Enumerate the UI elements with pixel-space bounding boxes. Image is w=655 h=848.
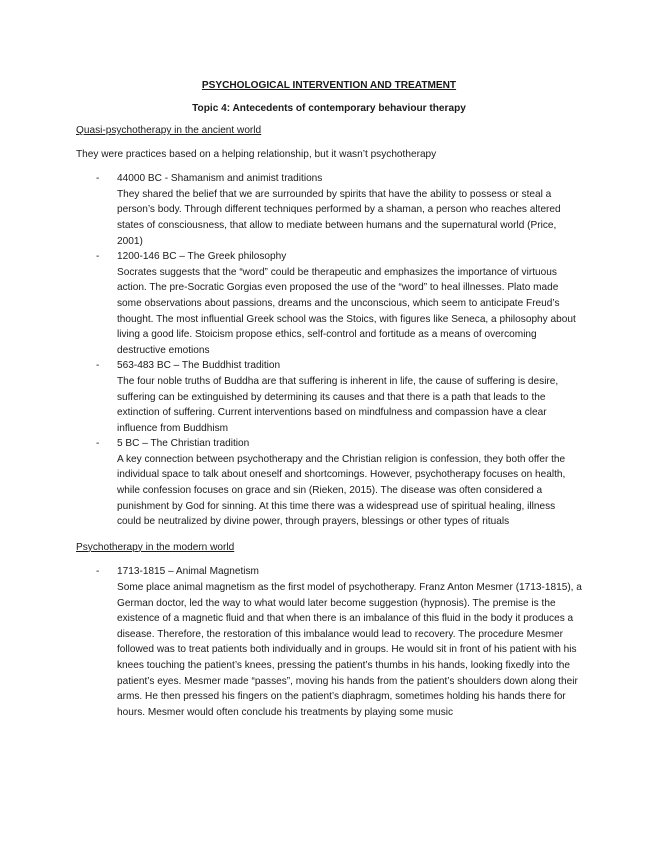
- item-heading: 1713-1815 – Animal Magnetism: [117, 566, 259, 578]
- item-body: Some place animal magnetism as the first model of psychotherapy. Franz Anton Mesmer (1713-1815), a German doctor, led the way to what would later become suggestion (hypnosis). The premise is the existence of a magnetic fluid and that when there is an imbalance of this fluid in the body it produces a disease. Therefore, the restoration of this imbalance would lead to recovery. The procedure Mesmer followed was to treat patients both individually and in groups. He would sit in front of his patient with his knees touching the patient’s knees, pressing the patient’s thumbs in his hands, looking fixedly into the patient’s eyes. Mesmer made “passes”, moving his hands from the patient’s shoulders down along their arms. He then pressed his fingers on the patient’s diaphragm, sometimes holding his hands there for hours. Mesmer would often conclude his treatments by playing some music: [117, 582, 582, 718]
- list-item: [76, 436, 582, 530]
- list-item: [76, 564, 582, 720]
- modern-items-list: [76, 564, 582, 720]
- dash-bullet: -: [96, 360, 100, 372]
- item-heading: 563-483 BC – The Buddhist tradition: [117, 360, 281, 372]
- item-heading: 44000 BC - Shamanism and animist traditions: [117, 173, 323, 185]
- item-body: The four noble truths of Buddha are that suffering is inherent in life, the cause of suffering is desire, suffering can be extinguished by determining its causes and that there is a path that leads to the extinction of suffering. Current interventions based on mindfulness and compassion have a clear influence from Buddhism: [117, 375, 559, 434]
- list-item: [76, 358, 582, 436]
- list-item: [76, 171, 582, 249]
- ancient-items-list: [76, 171, 582, 530]
- dash-bullet: -: [96, 438, 100, 450]
- dash-bullet: -: [96, 566, 100, 578]
- dash-bullet: -: [96, 251, 100, 263]
- document-title: PSYCHOLOGICAL INTERVENTION AND TREATMENT: [201, 80, 457, 91]
- section-heading-modern: Psychotherapy in the modern world: [76, 541, 235, 553]
- list-item: [76, 249, 582, 358]
- document-subtitle: Topic 4: Antecedents of contemporary behaviour therapy: [192, 103, 466, 114]
- item-body: A key connection between psychotherapy and the Christian religion is confession, they both offer the individual space to talk about oneself and shortcomings. However, psychotherapy focuses on health, while confession focuses on grace and sin (Rieken, 2015). The disease was often considered a punishment by God for sinning. At this time there was a widespread use of spiritual healing, illness could be neutralized by divine power, through prayers, blessings or other types of rituals: [117, 453, 566, 528]
- section-intro-ancient: They were practices based on a helping relationship, but it wasn’t psychotherapy: [76, 148, 437, 160]
- section-heading-ancient: Quasi-psychotherapy in the ancient world: [76, 125, 262, 136]
- item-body: They shared the belief that we are surrounded by spirits that have the ability to possess or steal a person’s body. Through different techniques performed by a shaman, a person who reaches altered states of consciousness, that allow to mediate between humans and the supernatural world (Price, 2001): [117, 188, 561, 247]
- item-body: Socrates suggests that the “word” could be therapeutic and emphasizes the importance of virtuous action. The pre-Socratic Gorgias even proposed the use of the “word” to heal illnesses. Plato made some observations about passions, dreams and the unconscious, which seem to anticipate Freud’s thought. The most influential Greek school was the Stoics, with figures like Seneca, a philosophy about living a good life. Stoicism propose ethics, self-control and fortitude as a means of overcoming destructive emotions: [117, 266, 576, 356]
- item-heading: 1200-146 BC – The Greek philosophy: [117, 251, 287, 263]
- item-heading: 5 BC – The Christian tradition: [117, 438, 250, 450]
- dash-bullet: -: [96, 173, 100, 185]
